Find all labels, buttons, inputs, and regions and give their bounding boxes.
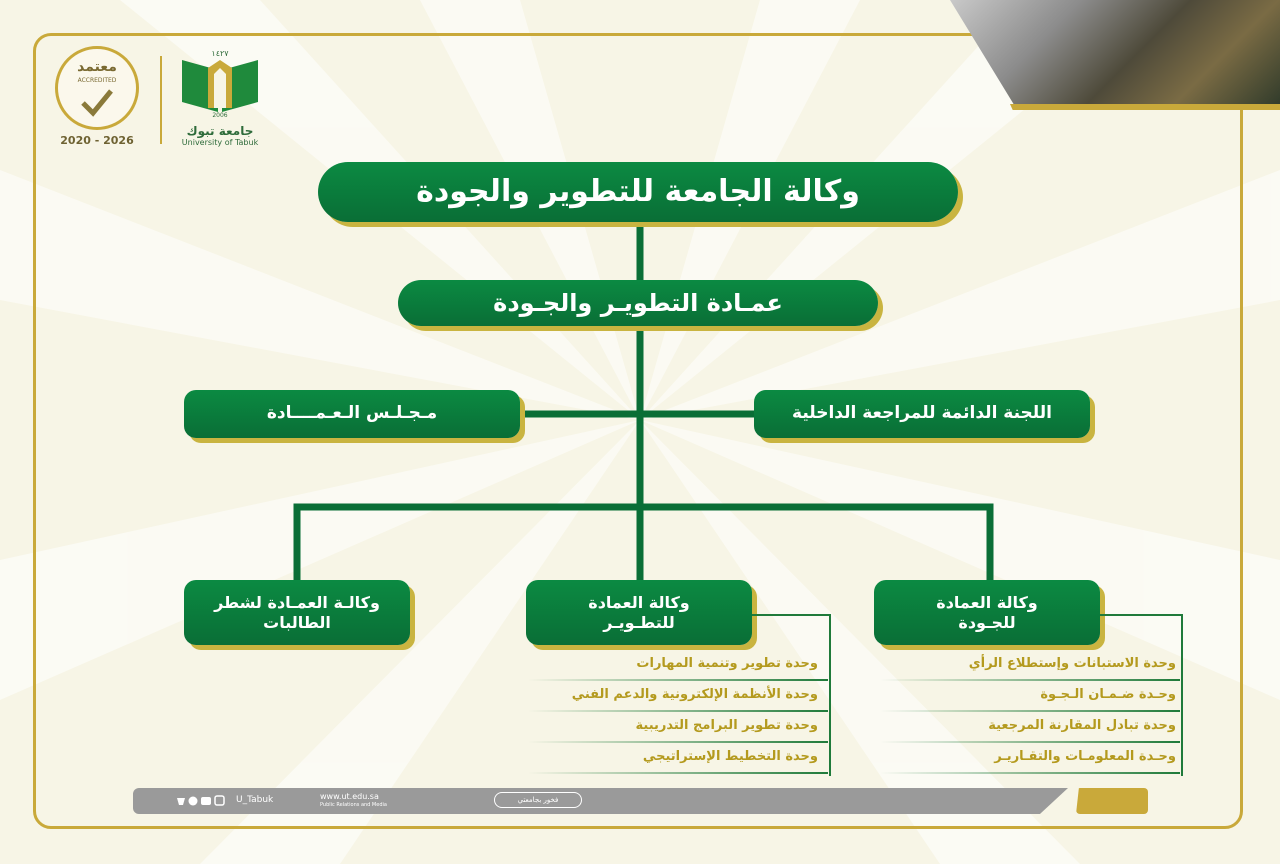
- accreditation-arabic-label: معتمد: [77, 59, 117, 75]
- instagram-icon: [215, 796, 224, 805]
- founding-year: 2006: [212, 112, 228, 118]
- node-deanship: عمـادة التطويـر والجـودة: [398, 280, 878, 326]
- node-female-section-vice-deanship: وكالـة العمـادة لشطر الطالبات: [184, 580, 410, 645]
- unit-surveys-opinion: وحدة الاستبانات وإستطلاع الرأي: [968, 656, 1176, 671]
- youtube-icon: [201, 797, 211, 805]
- social-icons: [176, 795, 234, 807]
- unit-strategic-planning: وحدة التخطيط الإستراتيجي: [642, 749, 818, 764]
- snapchat-icon: [189, 797, 198, 806]
- department-name: Public Relations and Media: [320, 802, 387, 808]
- hijri-year: ١٤٢٧: [211, 49, 229, 58]
- unit-quality-assurance: وحـدة ضـمـان الـجـوة: [1040, 687, 1176, 702]
- website-link[interactable]: www.ut.edu.sa: [320, 792, 379, 801]
- footer-bar: [133, 788, 1068, 814]
- unit-benchmarking: وحدة تبادل المقارنة المرجعية: [988, 718, 1176, 733]
- university-english-name: University of Tabuk: [181, 138, 259, 147]
- accreditation-english-label: ACCREDITED: [77, 77, 117, 84]
- footer-gold-pattern: [1076, 788, 1148, 814]
- unit-skills-development: وحدة تطوير وتنمية المهارات: [636, 656, 818, 671]
- accreditation-years: 2020 - 2026: [60, 134, 134, 147]
- unit-information-reports: وحـدة المعلومـات والتقـاريـر: [994, 749, 1176, 764]
- node-vice-presidency: وكالة الجامعة للتطوير والجودة: [318, 162, 958, 222]
- unit-e-systems-support: وحدة الأنظمة الإلكترونية والدعم الفني: [571, 687, 818, 702]
- unit-training-programs: وحدة تطوير البرامج التدريبية: [635, 718, 818, 733]
- node-development-vice-deanship: وكالة العمادة للتطـويـر: [526, 580, 752, 645]
- node-deanship-council: مـجـلـس الـعـمــــادة: [184, 390, 520, 438]
- social-handle: U_Tabuk: [236, 795, 274, 805]
- slogan-badge: فخور بجامعتي: [494, 792, 582, 808]
- twitter-icon: [177, 798, 185, 805]
- university-arabic-name: جامعة تبوك: [186, 124, 254, 138]
- node-internal-review-committee: اللجنة الدائمة للمراجعة الداخلية: [754, 390, 1090, 438]
- node-quality-vice-deanship: وكالة العمادة للجـودة: [874, 580, 1100, 645]
